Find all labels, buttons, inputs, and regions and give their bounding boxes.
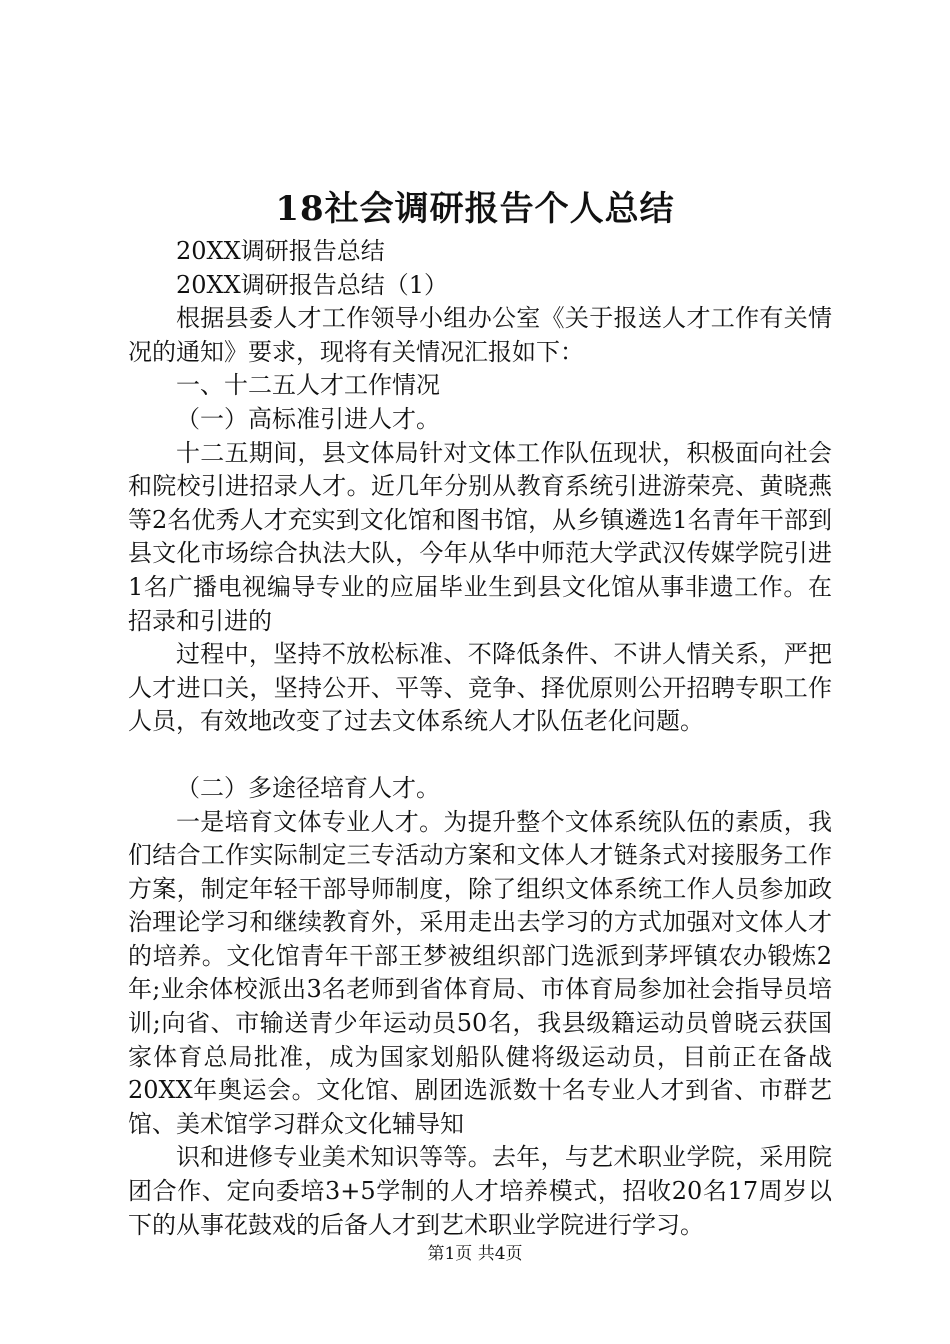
- paragraph-recruitment: 十二五期间，县文体局针对文体工作队伍现状，积极面向社会和院校引进招录人才。近几年分别从教育系统引进游荣亮、黄晓燕等2名优秀人才充实到文化馆和图书馆，从乡镇遴选1名青年干部到县文化市场综合执法大队，今年从华中师范大学武汉传媒学院引进1名广播电视编导专业的应届毕业生到县文化馆从事非遗工作。在招录和引进的: [128, 438, 832, 635]
- paragraph-training-cont: 识和进修专业美术知识等等。去年，与艺术职业学院，采用院团合作、定向委培3+5学制的人才培养模式，招收20名17周岁以下的从事花鼓戏的后备人才到艺术职业学院进行学习。: [128, 1143, 832, 1239]
- paragraph-subtitle-1: 20XX调研报告总结（1）: [176, 270, 448, 299]
- paragraph-training: 一是培育文体专业人才。为提升整个文体系统队伍的素质，我们结合工作实际制定三专活动方案和文体人才链条式对接服务工作方案，制定年轻干部导师制度，除了组织文体系统工作人员参加政治理论学习和继续教育外，采用走出去学习的方式加强对文体人才的培养。文化馆青年干部王梦被组织部门选派到茅坪镇农办锻炼2年;业余体校派出3名老师到省体育局、市体育局参加社会指导员培训;向省、市输送青少年运动员50名，我县级籍运动员曾晓云获国家体育总局批准，成为国家划船队健将级运动员，目前正在备战20XX年奥运会。文化馆、剧团选派数十名专业人才到省、市群艺馆、美术馆学习群众文化辅导知: [128, 807, 832, 1138]
- paragraph-intro: 根据县委人才工作领导小组办公室《关于报送人才工作有关情况的通知》要求，现将有关情况汇报如下：: [128, 304, 832, 366]
- page-footer: 第1页 共4页: [427, 1244, 523, 1264]
- subsection-heading-2: （二）多途径培育人才。: [176, 773, 440, 802]
- document-title: 18社会调研报告个人总结: [275, 189, 675, 229]
- subsection-heading-1: （一）高标准引进人才。: [176, 404, 440, 433]
- paragraph-recruitment-cont: 过程中，坚持不放松标准、不降低条件、不讲人情关系，严把人才进口关，坚持公开、平等、竞争、择优原则公开招聘专职工作人员，有效地改变了过去文体系统人才队伍老化问题。: [128, 640, 832, 736]
- document-body: [128, 235, 832, 1242]
- section-heading: 一、十二五人才工作情况: [176, 371, 440, 400]
- paragraph-subtitle: 20XX调研报告总结: [176, 237, 385, 265]
